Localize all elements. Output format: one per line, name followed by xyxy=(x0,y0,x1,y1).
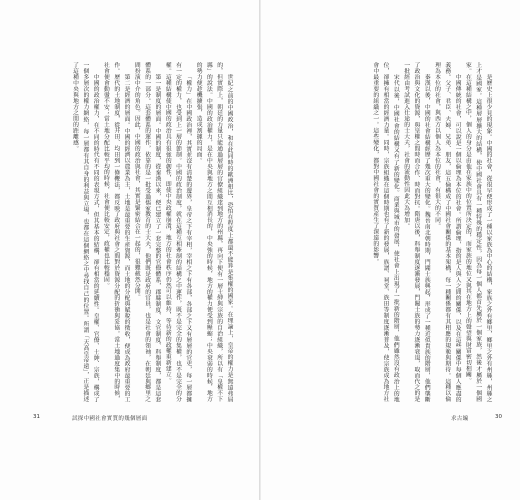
paragraph: 中國傳統的社會，可以說是一個以倫理為本位的社會。所謂倫理，指的是人與人之間的關係，以及在這些關係中每個人應盡的義務。父子、君臣、夫婦、兄弟、朋友，這五倫構成了中國社會關係的基本架構，每一種關係都有其相應的規範與期待。這種以倫理為本位的社會，與西方以個人為本位的社會，有很大的不同。 xyxy=(433,62,461,402)
right-page xyxy=(261,0,520,500)
page-number: 30 xyxy=(495,414,502,420)
paragraph: 宋代以後，中國社會的結構又有了新的變化。商業與城市的發展，使社會上出現了一批新的階層，他們雖然沒有政治上的地位，卻擁有相當的經濟力量。同時，宗族組織在這個時期也有了新的發展，族譜、祠堂、族田等制度逐漸普及，使宗族成為地方社會中最重要的組織之一。這些變化，都對中國社會的實質產生了深遠的影響。 xyxy=(371,62,399,402)
left-page xyxy=(0,0,259,500)
paragraph: 中國的政治權力，在不同的時代有不同的表現方式，但其基本的結構，卻有相當的延續性。皇權、官僚、士紳、宗族，構成了一個多層次的權力網絡，每一層都有其自身的利益與立場，也都在這個網絡之中尋找自己的位置。所謂「天高皇帝遠」，正是描述了這種中央與地方之間的距離感。 xyxy=(71,62,99,402)
paragraph: 秦漢以後，中國的社會結構經歷了幾次重大的變化。魏晉南北朝時期，門閥士族興起，形成了一種近似貴族的階層，他們壟斷了政治與文化的資源，與皇權之間時而合作、時而對抗。隋唐以後，科舉制度逐漸發展，門閥士族的勢力逐漸衰退，取而代之的是一批經由考試進入仕途的士大夫，社會的流動性因此大為增加。 xyxy=(402,62,430,402)
paragraph: 是歷史上很少見的現象。中國的社會，從很早便形成了一種以家族為中心的結構，家族之外有鄉里，鄉里之外有州縣，州縣之上才是國家。這種層層擴大的結構，使中國社會具有一種特殊的穩定性，因為每一個人都首先屬於一個家族，然後才屬於一個國家。在這種結構之中，個人的身分是由他在家族中的位置所決定的，而家族的地位又與其在地方上的聲望與財富密切相關。 xyxy=(464,62,491,402)
left-page-body xyxy=(34,62,234,402)
paragraph: 第二是經濟的層面。中國的經濟以農業為主，土地是最重要的生產資源，而土地的分配與賦稅的徵收，便成為政府最重要的工作。歷代的土地制度，從井田、均田到一條鞭法，都反映了政府與社會之間對於資源分配的折衝與妥協。當土地過度集中的時候，社會便會動盪不安；當土地分配比較平均的時候，社會便比較安定，政權也比較穩固。 xyxy=(102,62,130,402)
paragraph: 「權力」在中國政治裡，其實並沒有清楚的邊界，皇帝之下有宰相，宰相之下有各部，各部之下又有層層的官吏，每一層都擁有一定的權力，也受到上一層的節制。中國的政治制度，就在這種互相牽制的結構之中運作，既不是完全的集權，也不是完全的分權。這種結構使中國的政治具有很強的韌性，即使中央政權崩潰，地方的社會秩序仍然可以維持，等待新的政權重新建立。 xyxy=(164,62,191,402)
page-number: 31 xyxy=(33,414,40,420)
running-head: 試探中國社會實質的幾個層面 xyxy=(72,416,148,422)
paragraph: 第一是制度的層面。中國的制度，從秦漢以來，便已建立了一套完整的官僚體系，郡縣制度、文官制度、科舉制度，都是這套體系的一部分。這套體系的運作，依靠的是一批受過儒家教育的士大夫，他們既是政府的官員，也是社會的領袖，在朝廷與鄉里之間扮演中介的角色。因此，中國的政治與社會，其實是緊密結合在一起的，很難截然分開。 xyxy=(133,62,160,402)
right-page-body xyxy=(297,62,493,402)
paragraph: 世紀之前的中國政治，和在此同時的歐洲相比，恐怕在程度上都還不能算是集權的國家。在理論上，皇帝的權力是無遠弗屆的，但實際上，朝廷的力量只能通過層層的官僚組織達到地方的州縣，再向下便有一層士紳與宗族的自治組織，所以有「皇權不下縣」的說法。中國的政治權力，是在中央與地方之間互相消長的，中央強的時候，地方的權力便受到壓縮；中央衰弱的時候，地方的勢力便趁機擴張，造成割據的局面。 xyxy=(195,62,232,402)
running-head: 求古編 xyxy=(451,416,469,422)
